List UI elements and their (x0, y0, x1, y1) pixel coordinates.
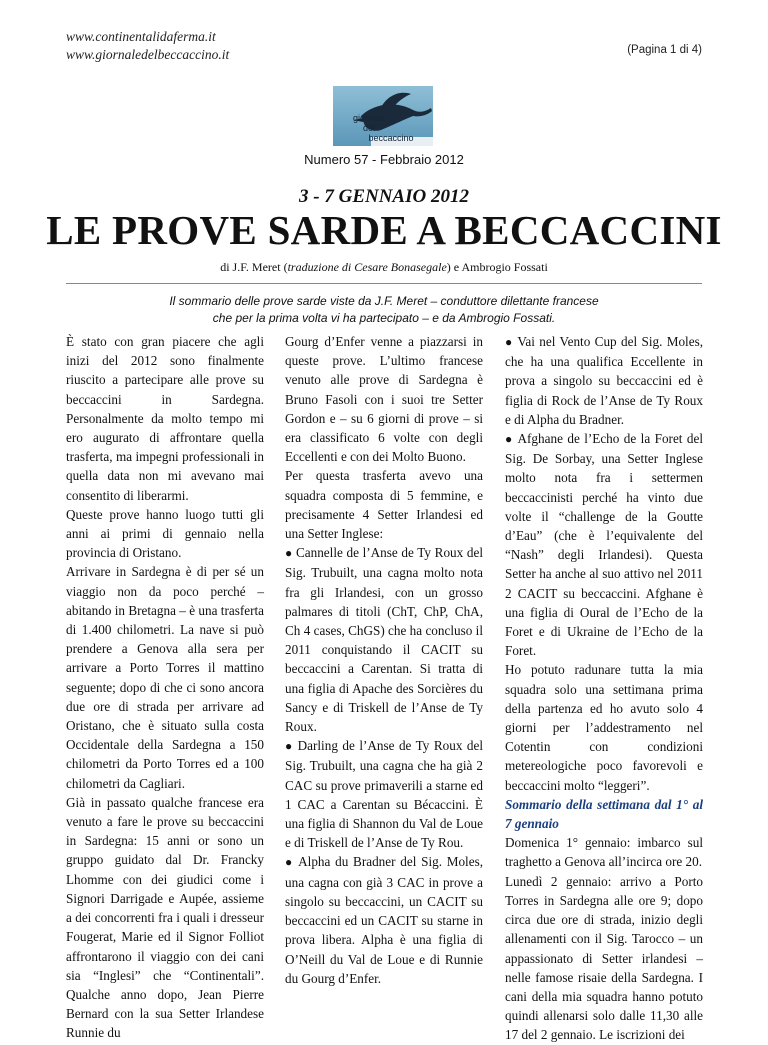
article-summary (80, 293, 688, 327)
logo-line-2: del (362, 123, 375, 133)
summary-line-2: che per la prima volta vi ha partecipato – e da Ambrogio Fossati. (212, 311, 556, 325)
url-giornale[interactable]: www.giornaledelbeccaccino.it (66, 47, 230, 62)
divider (66, 283, 702, 284)
journal-logo (333, 86, 433, 146)
paragraph: Ho potuto radunare tutta la mia squadra solo una settimana prima della partenza ed ho avuto solo 4 giorni per l’addestramento nel Cotentin con condizioni metereologiche poco favorevoli e beccaccini molto “leggeri”. (505, 662, 703, 793)
dog-entry-afghane: ● Afghane de l’Echo de la Foret del Sig. De Sorbay, una Setter Inglese molto nota fra i settermen beccaccinisti perché ha vinto due volte il “challenge de la Goutte d’Eau” (che è l’equivalente del “Nash” degli Irlandesi). Questa Setter ha anche al suo attivo nel 2011 2 CACIT su beccaccini. Afghane è una figlia di Oural de l’Echo de la Foret e di Ukraine de l’Echo de la Foret. (505, 429, 703, 660)
dog-entry-vai-nel-vento: ● Vai nel Vento Cup del Sig. Moles, che ha una qualifica Eccellente in prova a singolo su beccaccini ed è figlia di Rock de l’Anse de Ty Roux e di Alpha du Bradner. (505, 332, 703, 429)
date-heading: 3 - 7 GENNAIO 2012 (299, 186, 469, 207)
section-subheading: Sommario della settimana dal 1° al 7 gennaio (505, 796, 703, 832)
text-column-2 (285, 332, 483, 988)
text-column-3 (505, 332, 703, 1045)
header-urls (66, 28, 229, 64)
paragraph: Lunedì 2 gennaio: arrivo a Porto Torres in Sardegna alle ore 9; dopo circa due ore di strada, inizio degli allenamenti con il Sig. Tarocco – un appassionato di Setter irlandesi – nelle famose risaie della Sardegna. I cani della mia squadra hanno potuto quindi allenarsi solo dalle 11,30 alle 17 del 2 gennaio. Le iscrizioni dei (505, 873, 703, 1043)
summary-line-1: Il sommario delle prove sarde viste da J.F. Meret – conduttore dilettante francese (169, 294, 599, 308)
url-continentali[interactable]: www.continentalidaferma.it (66, 29, 216, 44)
paragraph: Per questa trasferta avevo una squadra composta di 5 femmine, e precisamente 4 Setter Irlandesi ed una Setter Inglese: (285, 468, 483, 542)
text-column-1 (66, 332, 264, 1043)
byline (0, 260, 768, 275)
dog-entry-darling: ● Darling de l’Anse de Ty Roux del Sig. Trubuilt, una cagna che ha già 2 CAC su prove primaverili a starne ed 1 CAC a Carentan su Bécaccini. È una figlia di Shannon du Val de Loue e di Triskell de l’Anse de Ty Rou. (285, 736, 483, 852)
logo-line-3: beccaccino (368, 133, 414, 143)
paragraph: Arrivare in Sardegna è di per sé un viaggio non da poco perché – abitando in Bretagna – è una trasferta di 1.400 chilometri. La nave si può prendere a Genova alla sera per arrivare a Porto Torres il mattino seguente; dopo di che ci sono ancora due ore di strada per arrivare ad Oristano, che è situato sulla costa Occidentale della Sardegna a 150 chilometri da Porto Torres ed a 100 chilometri da Cagliari. (66, 564, 264, 791)
dog-entry-cannelle: ● Cannelle de l’Anse de Ty Roux del Sig. Trubuilt, una cagna molto nota fra gli Irlandesi, con un grosso palmares di titoli (ChT, ChP, ChA, Ch 4 cases, ChGS) che ha concluso il 2011 conquistando il CACIT su beccaccini a Carentan. Si tratta di una figlia di Apache des Sorcières du Sancy e di Triskell de l’Anse de Ty Roux. (285, 543, 483, 736)
byline-suffix: ) e Ambrogio Fossati (446, 260, 548, 274)
page-number: (Pagina 1 di 4) (627, 44, 702, 56)
dog-entry-alpha: ● Alpha du Bradner del Sig. Moles, una cagna con già 3 CAC in prove a singolo su beccaccini, un CACIT su beccaccini ed un CACIT su starne in prova libera. Alpha è una figlia di O’Neill du Val de Loue e di Runnie du Gourg d’Enfer. (285, 852, 483, 987)
paragraph: Gourg d’Enfer venne a piazzarsi in queste prove. L’ultimo francese venuto alle prove di Sardegna è Bruno Fasoli con i suoi tre Setter Gordon e – su 6 giorni di prove – si era classificato 6 volte con degli Eccellenti e con dei Molto Buono. (285, 334, 483, 465)
paragraph: Queste prove hanno luogo tutti gli anni ai primi di gennaio nella provincia di Oristano. (66, 506, 264, 561)
byline-translation: traduzione di Cesare Bonasegale (287, 260, 447, 274)
issue-number: Numero 57 - Febbraio 2012 (304, 152, 464, 167)
logo-line-1: giornale (352, 113, 386, 123)
byline-prefix: di J.F. Meret ( (220, 260, 288, 274)
paragraph: È stato con gran piacere che agli inizi del 2012 sono finalmente riuscito a partecipare alle prove su beccaccini in Sardegna. Personalmente da molto tempo mi ero augurato di affrontare quella trasferta, ma impegni professionali in quella data non mi avevano mai consentito di liberarmi. (66, 334, 264, 503)
paragraph: Già in passato qualche francese era venuto a fare le prove su beccaccini in Sardegna: 15 anni or sono un gruppo guidato dal Dr. Francky Lhomme con dei giudici come i Signori Darrigade e Aupée, assieme a dei concorrenti fra i quali i dresseur Fougerat, Marie ed il Signor Folliot affrontarono il viaggio con dei cani sia “Inglesi” che “Continentali”. Qualche anno dopo, Jean Pierre Bernard con la sua Setter Irlandese Runnie du (66, 794, 264, 1041)
logo-wordmark (339, 113, 414, 143)
paragraph: Domenica 1° gennaio: imbarco sul traghetto a Genova all’incirca ore 20. (505, 835, 703, 870)
article-title: LE PROVE SARDE A BECCACCINI (46, 207, 722, 253)
